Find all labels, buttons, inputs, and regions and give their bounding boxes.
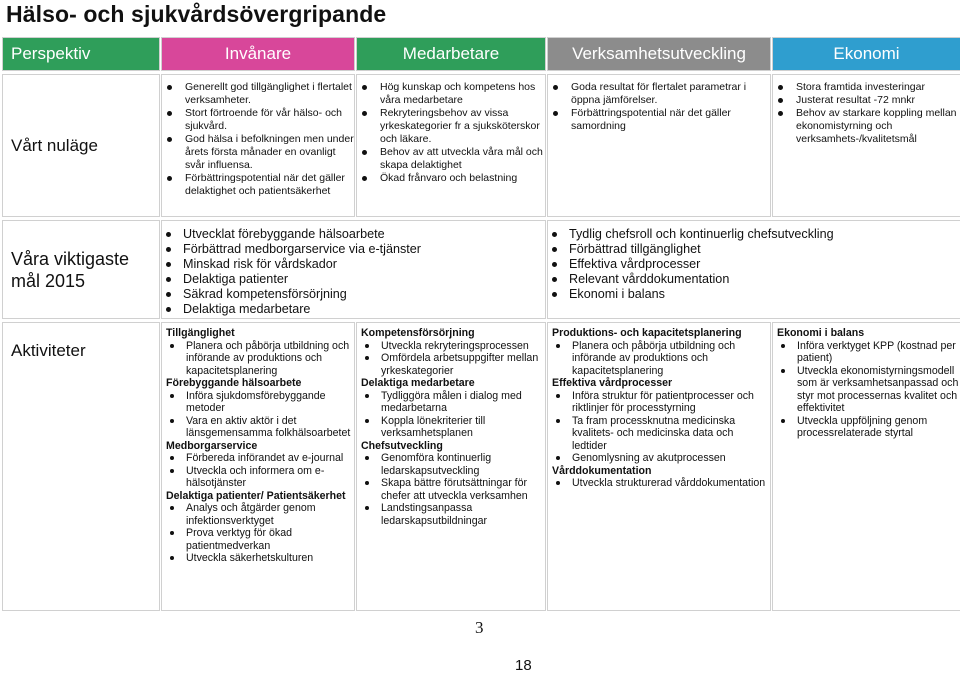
header-ekonomi: Ekonomi	[772, 37, 960, 71]
list-item: Behov av starkare koppling mellan ekonomistyrning och verksamhets-/kvalitetsmål	[773, 107, 960, 146]
list-item: Utveckla strukturerad vårddokumentation	[552, 477, 770, 490]
nulage-ekonomi	[772, 74, 960, 217]
nulage-invanare	[161, 74, 355, 217]
list-item: Förbättrad medborgarservice via e-tjänster	[162, 242, 545, 257]
list-item: Koppla lönekriterier till verksamhetsplanen	[361, 415, 545, 440]
list-item: Utveckla uppföljning genom processrelaterade styrtal	[777, 415, 960, 440]
scorecard-table	[2, 37, 957, 602]
list-item: Tydliggöra målen i dialog med medarbetarna	[361, 390, 545, 415]
activity-group-heading: Produktions- och kapacitetsplanering	[552, 327, 742, 339]
activity-group-heading: Kompetensförsörjning	[361, 327, 475, 339]
header-perspektiv: Perspektiv	[2, 37, 160, 71]
list-item: Säkrad kompetensförsörjning	[162, 287, 545, 302]
list-item: Genomlysning av akutprocessen	[552, 452, 770, 465]
activity-list	[166, 502, 354, 565]
list-item: Relevant vårddokumentation	[548, 272, 960, 287]
aktiviteter-invanare	[161, 322, 355, 611]
aktiviteter-verksamhetsutveckling	[547, 322, 771, 611]
list-item: Vara en aktiv aktör i det länsgemensamma folkhälsoarbetet	[166, 415, 354, 440]
activity-list	[361, 390, 545, 440]
row-label-mal-line1: Våra viktigaste	[11, 248, 130, 269]
activity-list	[552, 390, 770, 465]
list-item: Stora framtida investeringar	[773, 81, 960, 94]
mal-left	[161, 220, 546, 319]
list-item: Utveckla och informera om e-hälsotjänster	[166, 465, 354, 490]
list-item: Omfördela arbetsuppgifter mellan yrkeskategorier	[361, 352, 545, 377]
list-item: Utvecklat förebyggande hälsoarbete	[162, 227, 545, 242]
list-item: Justerat resultat -72 mnkr	[773, 94, 960, 107]
list-item: Förbättringspotential när det gäller delaktighet och patientsäkerhet	[162, 172, 354, 198]
aktiviteter-medarbetare	[356, 322, 546, 611]
page-number-top: 3	[475, 618, 484, 637]
list-item: God hälsa i befolkningen men under årets första månader en ovanligt svår influensa.	[162, 133, 354, 172]
list-item: Stort förtroende för vår hälso- och sjukvård.	[162, 107, 354, 133]
list-item: Behov av att utveckla våra mål och skapa delaktighet	[357, 146, 545, 172]
list-item: Ekonomi i balans	[548, 287, 960, 302]
activity-list	[166, 390, 354, 440]
list-item: Delaktiga patienter	[162, 272, 545, 287]
list-item: Utveckla säkerhetskulturen	[166, 552, 354, 565]
list-item: Införa sjukdomsförebyggande metoder	[166, 390, 354, 415]
activity-list	[166, 340, 354, 378]
list-item: Analys och åtgärder genom infektionsverktyget	[166, 502, 354, 527]
activity-list	[361, 452, 545, 527]
list-item: Ökad frånvaro och belastning	[357, 172, 545, 185]
list-item: Planera och påbörja utbildning och införande av produktions och kapacitetsplanering	[166, 340, 354, 378]
row-label-mal-line2: mål 2015	[11, 270, 86, 291]
mal-right	[547, 220, 960, 319]
row-label-nulage: Vårt nuläge	[2, 74, 160, 217]
header-medarbetare: Medarbetare	[356, 37, 546, 71]
list-item: Rekryteringsbehov av vissa yrkeskategorier fr a sjuksköterskor och läkare.	[357, 107, 545, 146]
activity-list	[552, 477, 770, 490]
activity-group-heading: Ekonomi i balans	[777, 327, 865, 339]
activity-group-heading: Delaktiga medarbetare	[361, 377, 475, 389]
list-item: Utveckla ekonomistyrningsmodell som är verksamhetsanpassad och styr mot processernas kvalitet och effektivitet	[777, 365, 960, 415]
list-item: Utveckla rekryteringsprocessen	[361, 340, 545, 353]
header-invanare: Invånare	[161, 37, 355, 71]
list-item: Tydlig chefsroll och kontinuerlig chefsutveckling	[548, 227, 960, 242]
list-item: Effektiva vårdprocesser	[548, 257, 960, 272]
activity-list	[552, 340, 770, 378]
list-item: Delaktiga medarbetare	[162, 302, 545, 317]
list-item: Införa struktur för patientprocesser och riktlinjer för processtyrning	[552, 390, 770, 415]
page-title: Hälso- och sjukvårdsövergripande	[6, 1, 387, 27]
list-item: Förbereda införandet av e-journal	[166, 452, 354, 465]
activity-group-heading: Förebyggande hälsoarbete	[166, 377, 302, 389]
activity-group-heading: Vårddokumentation	[552, 464, 652, 477]
activity-group-heading: Chefsutveckling	[361, 439, 443, 452]
list-item: Förbättrad tillgänglighet	[548, 242, 960, 257]
row-label-mal	[2, 220, 160, 319]
activity-group-heading: Tillgänglighet	[166, 327, 235, 339]
nulage-verksamhetsutveckling	[547, 74, 771, 217]
activity-group-heading: Effektiva vårdprocesser	[552, 377, 673, 389]
activity-list	[166, 452, 354, 490]
aktiviteter-ekonomi	[772, 322, 960, 611]
activity-group-heading: Medborgarservice	[166, 439, 258, 452]
list-item: Genomföra kontinuerlig ledarskapsutveckling	[361, 452, 545, 477]
page-number-bottom: 18	[515, 657, 532, 674]
list-item: Goda resultat för flertalet parametrar i öppna jämförelser.	[548, 81, 770, 107]
list-item: Hög kunskap och kompetens hos våra medarbetare	[357, 81, 545, 107]
list-item: Minskad risk för vårdskador	[162, 257, 545, 272]
list-item: Ta fram processknutna medicinska kvalitets- och medicinska data och ledtider	[552, 415, 770, 453]
list-item: Generellt god tillgänglighet i flertalet verksamheter.	[162, 81, 354, 107]
list-item: Införa verktyget KPP (kostnad per patient)	[777, 340, 960, 365]
activity-list	[361, 340, 545, 378]
activity-list	[777, 340, 960, 440]
list-item: Landstingsanpassa ledarskapsutbildningar	[361, 502, 545, 527]
nulage-medarbetare	[356, 74, 546, 217]
row-label-aktiviteter: Aktiviteter	[2, 322, 160, 611]
activity-group-heading: Delaktiga patienter/ Patientsäkerhet	[166, 489, 346, 502]
header-verksamhetsutveckling: Verksamhetsutveckling	[547, 37, 771, 71]
list-item: Skapa bättre förutsättningar för chefer att utveckla verksamhen	[361, 477, 545, 502]
list-item: Prova verktyg för ökad patientmedverkan	[166, 527, 354, 552]
list-item: Förbättringspotential när det gäller samordning	[548, 107, 770, 133]
list-item: Planera och påbörja utbildning och införande av produktions och kapacitetsplanering	[552, 340, 770, 378]
